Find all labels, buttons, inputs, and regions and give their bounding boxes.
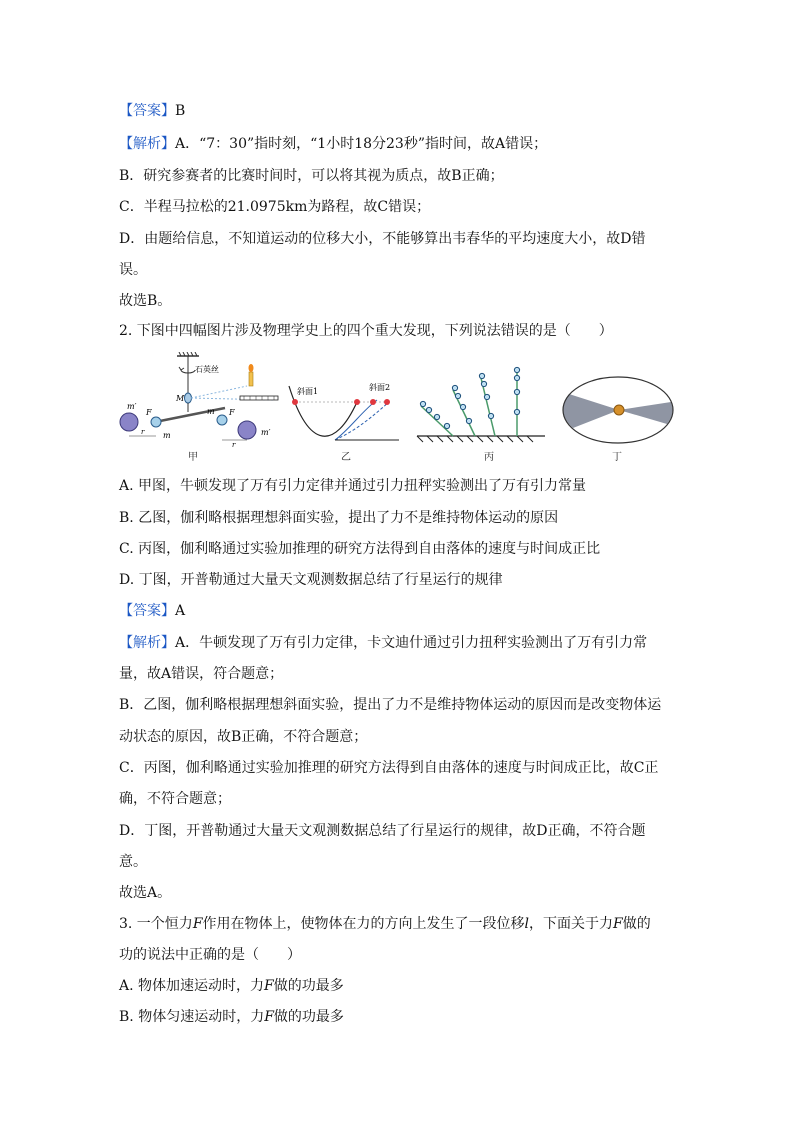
mass-m-prime-right: m′ bbox=[261, 428, 271, 437]
free-fall-figure bbox=[413, 366, 545, 444]
q1-analysis-d-line2: 误。 bbox=[119, 262, 147, 278]
option-text: B. 物体匀速运动时，力 bbox=[119, 1009, 265, 1025]
kepler-orbit-figure bbox=[561, 374, 675, 446]
q1-conclusion: 故选B。 bbox=[119, 293, 172, 309]
caption-bing: 丙 bbox=[484, 452, 494, 463]
var-F: F bbox=[613, 916, 623, 932]
q3-stem-part: ，下面关于力 bbox=[529, 916, 614, 932]
option-text: A. 物体加速运动时，力 bbox=[119, 978, 265, 994]
q3-stem-line1 bbox=[119, 914, 651, 934]
incline1-label: 斜面1 bbox=[297, 387, 319, 396]
answer-label: 【答案】 bbox=[119, 603, 175, 619]
q2-analysis-b-line1: B．乙图，伽利略根据理想斜面实验，提出了力不是维持物体运动的原因而是改变物体运 bbox=[119, 697, 662, 713]
q2-option-a: A. 甲图，牛顿发现了万有引力定律并通过引力扭秤实验测出了万有引力常量 bbox=[119, 478, 587, 494]
q2-stem: 2. 下图中四幅图片涉及物理学史上的四个重大发现，下列说法错误的是（ ） bbox=[119, 323, 613, 339]
q2-analysis-d-line2: 意。 bbox=[119, 854, 147, 870]
var-F: F bbox=[264, 978, 274, 994]
q2-analysis-d-line1: D．丁图，开普勒通过大量天文观测数据总结了行星运行的规律，故D正确，不符合题 bbox=[119, 823, 646, 839]
var-l: l bbox=[524, 916, 530, 932]
q2-analysis-a-line1 bbox=[119, 633, 647, 653]
q3-option-a bbox=[119, 976, 344, 996]
q1-analysis-b: B．研究参赛者的比赛时间时，可以将其视为质点，故B正确； bbox=[119, 168, 504, 184]
q1-answer bbox=[119, 101, 185, 121]
answer-label: 【答案】 bbox=[119, 103, 175, 119]
caption-ding: 丁 bbox=[612, 452, 622, 463]
q2-analysis-a-line2: 量，故A错误，符合题意； bbox=[119, 666, 284, 682]
analysis-text: A．“7：30”指时刻，“1小时18分23秒”指时间，故A错误； bbox=[175, 136, 548, 152]
mass-m-right: m bbox=[207, 407, 215, 416]
q3-stem-part: 3. 一个恒力 bbox=[119, 916, 193, 932]
option-text: 做的功最多 bbox=[273, 978, 344, 994]
q2-option-b: B. 乙图，伽利略根据理想斜面实验，提出了力不是维持物体运动的原因 bbox=[119, 510, 559, 526]
quartz-label: 石英丝 bbox=[195, 365, 219, 374]
caption-jia: 甲 bbox=[188, 452, 198, 463]
q2-option-c: C. 丙图，伽利略通过实验加推理的研究方法得到自由落体的速度与时间成正比 bbox=[119, 541, 601, 557]
incline2-label: 斜面2 bbox=[369, 383, 391, 392]
distance-r-right: r bbox=[232, 441, 236, 447]
q2-analysis-b-line2: 动状态的原因，故B正确，不符合题意； bbox=[119, 729, 368, 745]
var-F: F bbox=[264, 1009, 274, 1025]
force-F-left: F bbox=[146, 408, 152, 417]
q1-analysis-c: C．半程马拉松的21.0975km为路程，故C错误； bbox=[119, 199, 431, 215]
ideal-incline-figure bbox=[287, 380, 405, 446]
q2-answer bbox=[119, 601, 185, 621]
q3-stem-line2: 功的说法中正确的是（ ） bbox=[119, 947, 301, 963]
mass-m-prime-left: m′ bbox=[127, 402, 137, 411]
q2-analysis-c-line1: C．丙图，伽利略通过实验加推理的研究方法得到自由落体的速度与时间成正比，故C正 bbox=[119, 760, 659, 776]
q3-stem-part: 做的 bbox=[622, 916, 651, 932]
torsion-balance-figure bbox=[115, 352, 280, 447]
force-F-right: F bbox=[229, 408, 235, 417]
analysis-text: A．牛顿发现了万有引力定律，卡文迪什通过引力扭秤实验测出了万有引力常 bbox=[175, 635, 648, 651]
analysis-label: 【解析】 bbox=[119, 136, 175, 152]
q2-figure-row bbox=[115, 352, 675, 464]
q2-option-d: D. 丁图，开普勒通过大量天文观测数据总结了行星运行的规律 bbox=[119, 572, 503, 588]
q1-analysis-d-line1: D．由题给信息，不知道运动的位移大小，不能够算出韦春华的平均速度大小，故D错 bbox=[119, 231, 646, 247]
mirror-label: M bbox=[176, 394, 185, 403]
answer-value: A bbox=[175, 603, 186, 619]
q3-stem-part: 作用在物体上，使物体在力的方向上发生了一段位移 bbox=[202, 916, 525, 932]
q3-option-b bbox=[119, 1007, 344, 1027]
q2-analysis-c-line2: 确，不符合题意； bbox=[119, 791, 231, 807]
caption-yi: 乙 bbox=[341, 452, 351, 463]
var-F: F bbox=[192, 916, 203, 932]
distance-r-left: r bbox=[141, 428, 145, 436]
analysis-label: 【解析】 bbox=[119, 635, 175, 651]
mass-m-left: m bbox=[163, 431, 171, 440]
q2-conclusion: 故选A。 bbox=[119, 885, 172, 901]
answer-value: B bbox=[175, 103, 186, 119]
q1-analysis-a bbox=[119, 134, 547, 154]
option-text: 做的功最多 bbox=[273, 1009, 344, 1025]
